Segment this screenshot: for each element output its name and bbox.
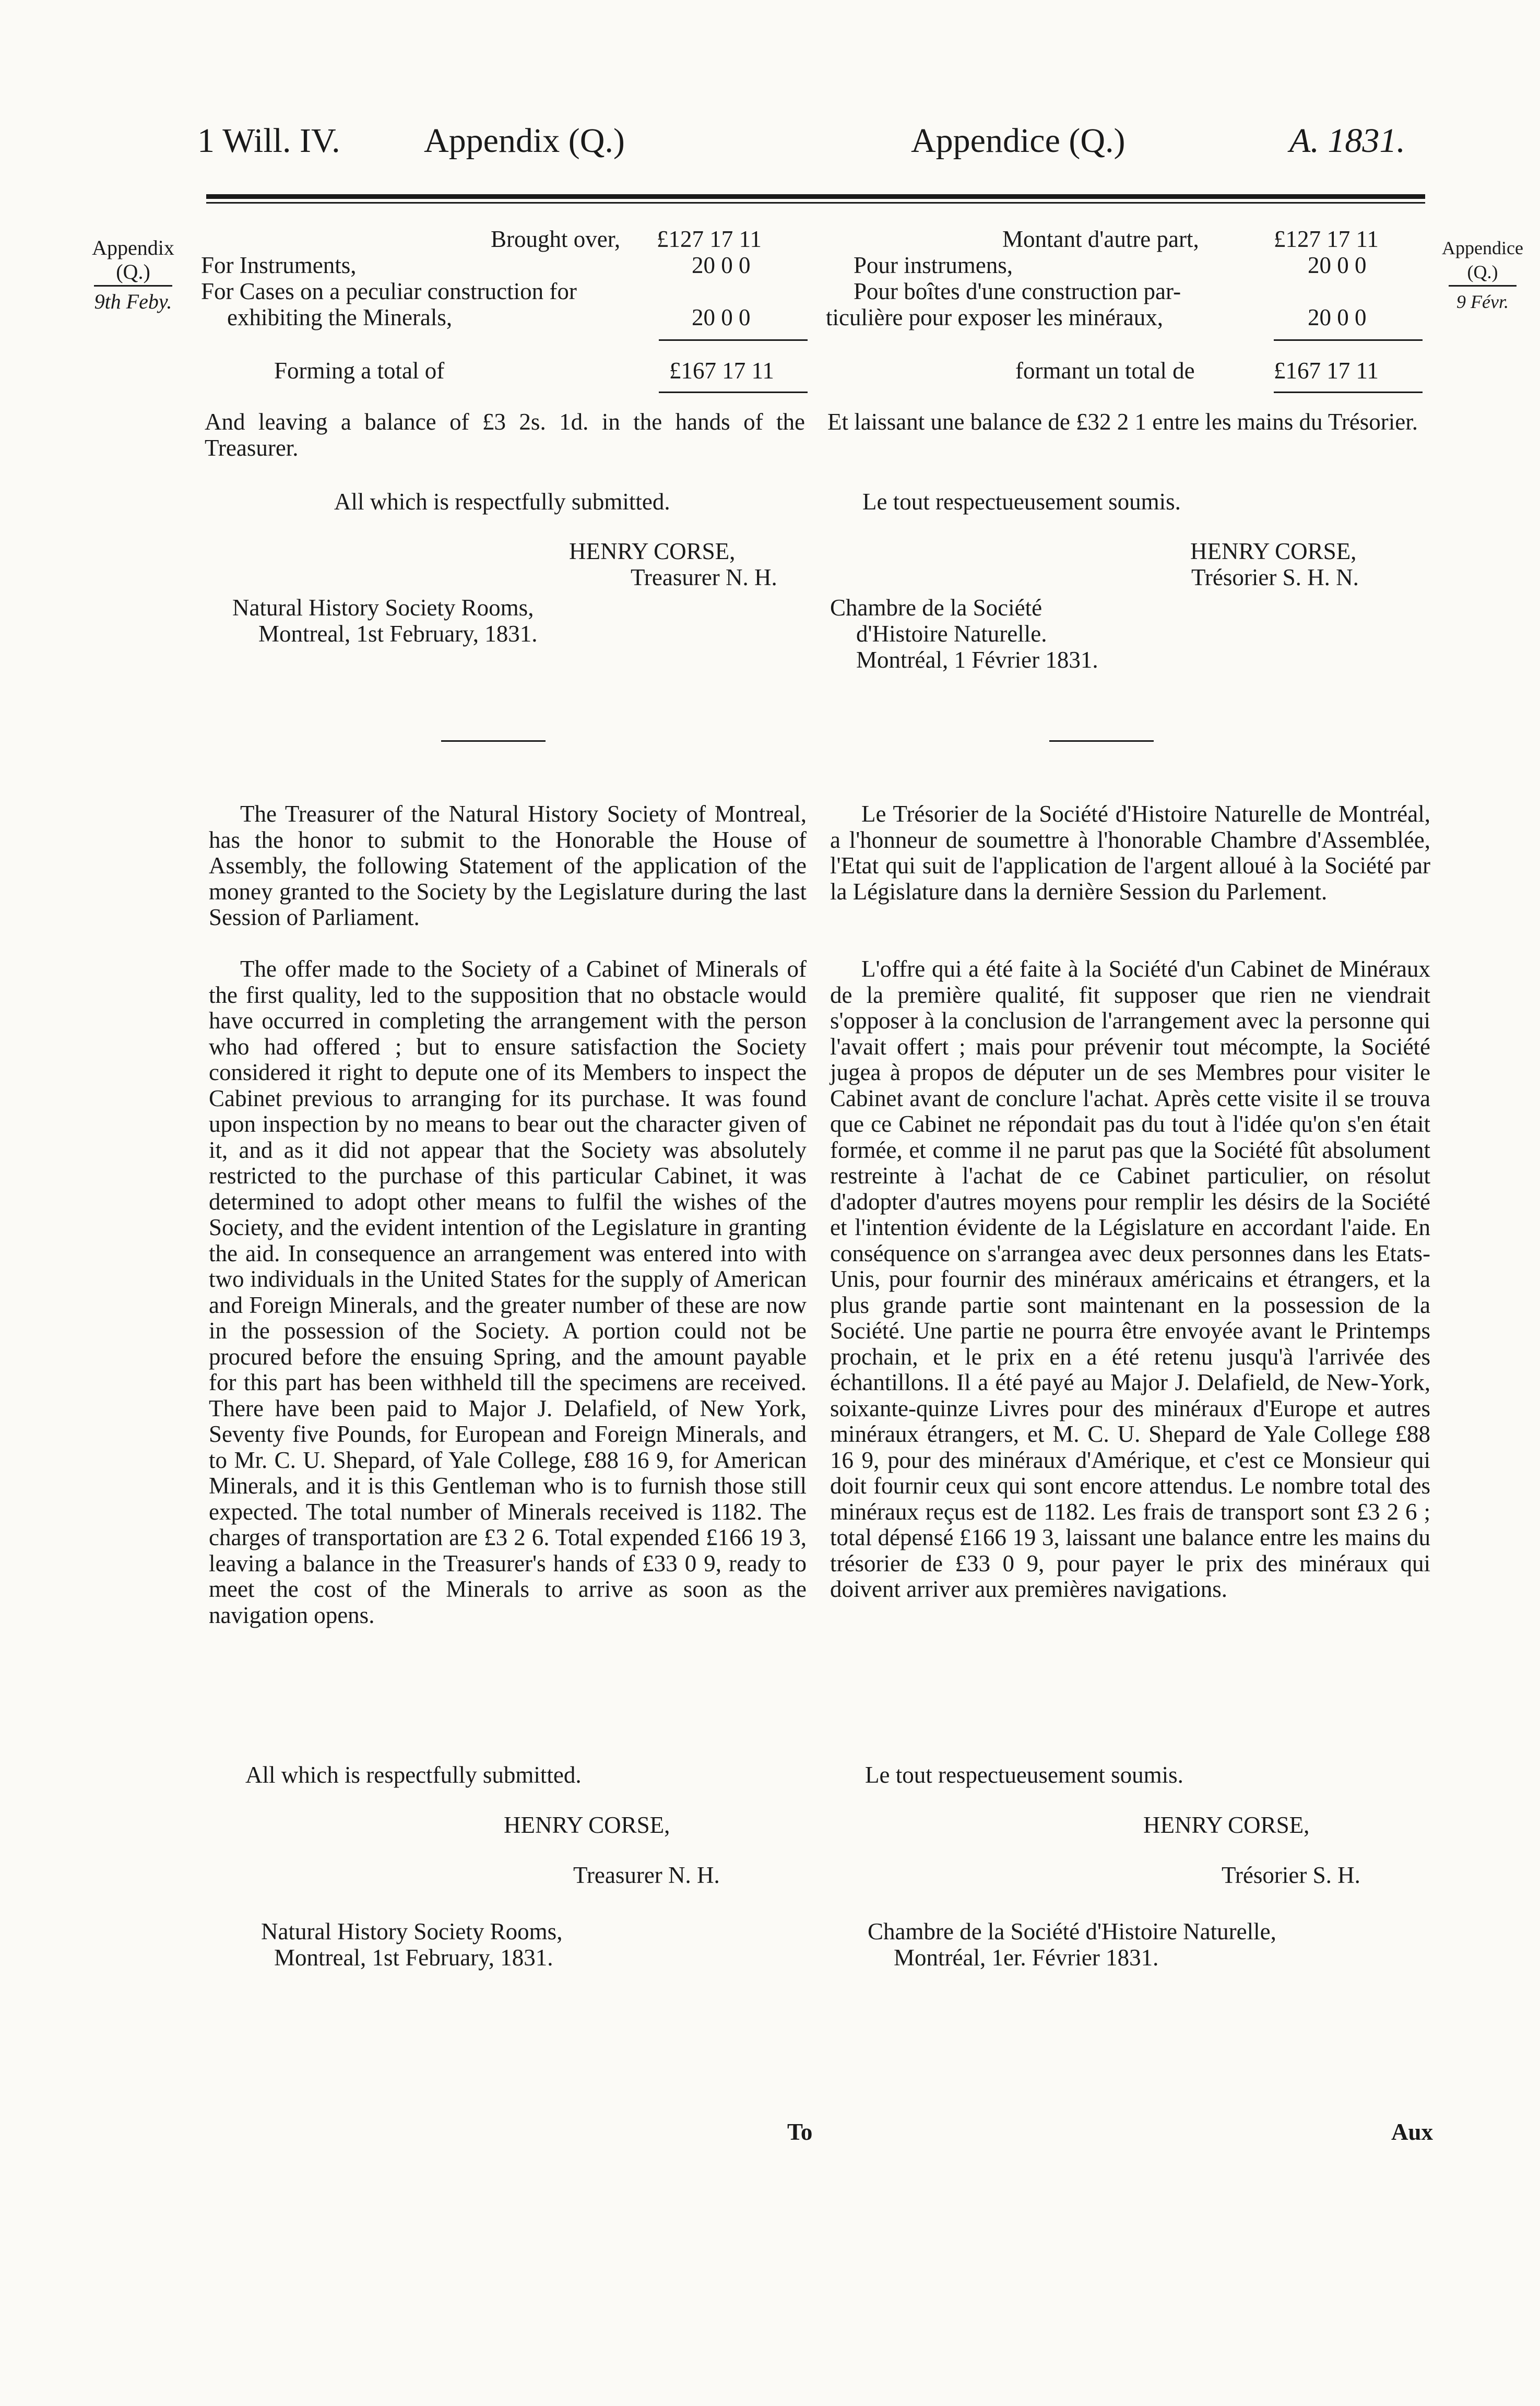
header-title-en: Appendix (Q.) — [424, 122, 625, 160]
report-fr-place-1: Chambre de la Société d'Histoire Naturelle, — [868, 1918, 1276, 1945]
account-en-cases-label-1: For Cases on a peculiar construction for — [201, 278, 577, 304]
account-fr-brought-over-label: Montant d'autre part, — [1002, 226, 1199, 252]
report-en-para-1: The Treasurer of the Natural History Society of Montreal, has the honor to submit to the Honorable the House of Assembly, the following Statement of the application of the money granted to the Society by the Legislature during the last Session of Parliament. — [209, 801, 807, 930]
account-fr-total-label: formant un total de — [1015, 358, 1195, 384]
account-fr-place-1: Chambre de la Société — [830, 595, 1043, 621]
margin-label: Appendice — [1442, 238, 1523, 258]
report-fr-para-1: Le Trésorier de la Société d'Histoire Naturelle de Montréal, a l'honneur de soumettre à l'honorable Chambre d'Assemblée, l'Etat qui suit de l'application de l'argent alloué à la Société par la Législature dans la dernière Session du Parlement. — [830, 801, 1430, 905]
margin-code: (Q.) — [116, 260, 150, 283]
report-fr-signer: HENRY CORSE, — [1143, 1812, 1310, 1838]
header-rule-thin — [206, 202, 1425, 204]
margin-note-right — [1433, 236, 1532, 314]
account-en-place-1: Natural History Society Rooms, — [232, 595, 534, 621]
account-fr-cases-amount: 20 0 0 — [1308, 304, 1367, 330]
account-fr-place-2: d'Histoire Naturelle. — [856, 621, 1047, 647]
report-en-place-1: Natural History Society Rooms, — [261, 1918, 563, 1945]
report-fr-signer-title: Trésorier S. H. — [1222, 1862, 1360, 1888]
margin-date: 9th Feby. — [94, 290, 172, 313]
account-en-cases-amount: 20 0 0 — [692, 304, 751, 330]
report-en-submitted: All which is respectfully submitted. — [245, 1762, 582, 1788]
account-en-cases-label-2: exhibiting the Minerals, — [227, 304, 453, 330]
account-fr-brought-over-amount: £127 17 11 — [1274, 226, 1379, 252]
account-en-brought-over-amount: £127 17 11 — [657, 226, 762, 252]
account-en-total-rule — [659, 392, 808, 393]
margin-date: 9 Févr. — [1456, 291, 1509, 312]
report-fr-submitted: Le tout respectueusement soumis. — [865, 1762, 1183, 1788]
account-en-signer: HENRY CORSE, — [569, 538, 736, 564]
account-en-balance: And leaving a balance of £3 2s. 1d. in the hands of the Treasurer. — [205, 409, 805, 461]
account-fr-sum-rule — [1274, 339, 1423, 341]
account-en-brought-over-label: Brought over, — [491, 226, 621, 252]
account-fr-balance: Et laissant une balance de £32 2 1 entre les mains du Trésorier. — [827, 409, 1418, 435]
report-en-place-2: Montreal, 1st February, 1831. — [274, 1945, 553, 1971]
margin-code: (Q.) — [1467, 262, 1498, 282]
account-fr-instruments-amount: 20 0 0 — [1308, 252, 1367, 278]
account-fr-signer-title: Trésorier S. H. N. — [1191, 564, 1359, 590]
header-reign: 1 Will. IV. — [197, 122, 340, 160]
account-fr-signer: HENRY CORSE, — [1190, 538, 1357, 564]
account-fr-instruments-label: Pour instrumens, — [854, 252, 1013, 278]
report-en-signer-title: Treasurer N. H. — [573, 1862, 720, 1888]
margin-swash — [94, 285, 172, 287]
account-fr-total-rule — [1274, 392, 1423, 393]
account-en-total-label: Forming a total of — [274, 358, 445, 384]
margin-swash — [1449, 285, 1517, 287]
account-fr-total-amount: £167 17 11 — [1274, 358, 1379, 384]
account-en-signer-title: Treasurer N. H. — [631, 564, 777, 590]
report-en-para-2: The offer made to the Society of a Cabinet of Minerals of the first quality, led to the supposition that no obstacle would have occurred in completing the arrangement with the person who had offered ; but to ensure satisfaction the Society considered it right to depute one of its Members to inspect the Cabinet previous to arranging for its purchase. It was found upon inspection by no means to bear out the character given of it, and as it did not appear that the Society was absolutely restricted to the purchase of this particular Cabinet, it was determined to adopt other means to fulfil the wishes of the Society, and the evident intention of the Legislature in granting the aid. In consequence an arrangement was entered into with two individuals in the United States for the supply of American and Foreign Minerals, and the greater number of these are now in the possession of the Society. A portion could not be procured before the ensuing Spring, and the amount payable for this part has been withheld till the specimens are received. There have been paid to Major J. Delafield, of New York, Seventy five Pounds, for European and Foreign Minerals, and to Mr. C. U. Shepard, of Yale College, £88 16 9, for American Minerals, and it is this Gentleman who is to furnish those still expected. The total number of Minerals received is 1182. The charges of transportation are £3 2 6. Total expended £166 19 3, leaving a balance in the Treasurer's hands of £33 0 9, ready to meet the cost of the Minerals to arrive as soon as the navigation opens. — [209, 956, 807, 1628]
catchword-right: Aux — [1391, 2119, 1434, 2145]
header-title-fr: Appendice (Q.) — [911, 122, 1126, 160]
account-fr-submitted: Le tout respectueusement soumis. — [862, 489, 1181, 515]
account-fr-place-3: Montréal, 1 Février 1831. — [856, 647, 1098, 673]
report-fr-para-2: L'offre qui a été faite à la Société d'un Cabinet de Minéraux de la première qualité, fit supposer que rien ne viendrait s'opposer à la conclusion de l'arrangement avec la personne qui l'avait offert ; mais pour prévenir tout mécompte, la Société jugea à propos de députer un de ses Membres pour visiter le Cabinet avant de conclure l'achat. Après cette visite il se trouva que ce Cabinet ne répondait pas du tout à l'idée qu'on s'en était formée, et comme il ne parut pas que la Société fût absolument restreinte à l'achat de ce Cabinet particulier, on résolut d'adopter d'autres moyens pour remplir les désirs de la Société et l'intention évidente de la Législature en accordant l'aide. En conséquence on s'arrangea avec deux personnes dans les Etats-Unis, pour fournir des minéraux américains et étrangers, et la plus grande partie sont maintenant en la possession de la Société. Une partie ne pourra être envoyée avant le Printemps prochain, et le prix en a été retenu jusqu'à l'arrivée des échantillons. Il a été payé au Major J. Delafield, de New-York, soixante-quinze Livres pour des minéraux d'Europe et autres minéraux étrangers, et M. C. U. Shepard de Yale College £88 16 9, pour des minéraux d'Amérique, et c'est ce Monsieur qui doit fournir ceux qui sont encore attendus. Le nombre total des minéraux reçus est de 1182. Les frais de transport sont £3 2 6 ; total dépensé £166 19 3, laissant une balance entre les mains du trésorier de £33 0 9, pour payer le prix des minéraux qui doivent arriver aux premières navigations. — [830, 956, 1430, 1602]
header-rule-thick — [206, 194, 1425, 199]
header-year: A. 1831. — [1289, 122, 1405, 160]
account-en-sum-rule — [659, 339, 808, 341]
margin-label: Appendix — [92, 236, 174, 259]
account-en-total-amount: £167 17 11 — [669, 358, 774, 384]
account-en-instruments-amount: 20 0 0 — [692, 252, 751, 278]
separator-right — [1049, 740, 1154, 742]
account-en-instruments-label: For Instruments, — [201, 252, 357, 278]
account-en-place-2: Montreal, 1st February, 1831. — [258, 621, 538, 647]
separator-left — [441, 740, 546, 742]
account-fr-cases-label-1: Pour boîtes d'une construction par- — [854, 278, 1181, 304]
margin-note-left — [76, 236, 191, 314]
catchword-left: To — [787, 2119, 813, 2145]
account-en-submitted: All which is respectfully submitted. — [334, 489, 670, 515]
report-fr-place-2: Montréal, 1er. Février 1831. — [894, 1945, 1159, 1971]
account-fr-cases-label-2: ticulière pour exposer les minéraux, — [826, 304, 1164, 330]
report-en-signer: HENRY CORSE, — [504, 1812, 670, 1838]
